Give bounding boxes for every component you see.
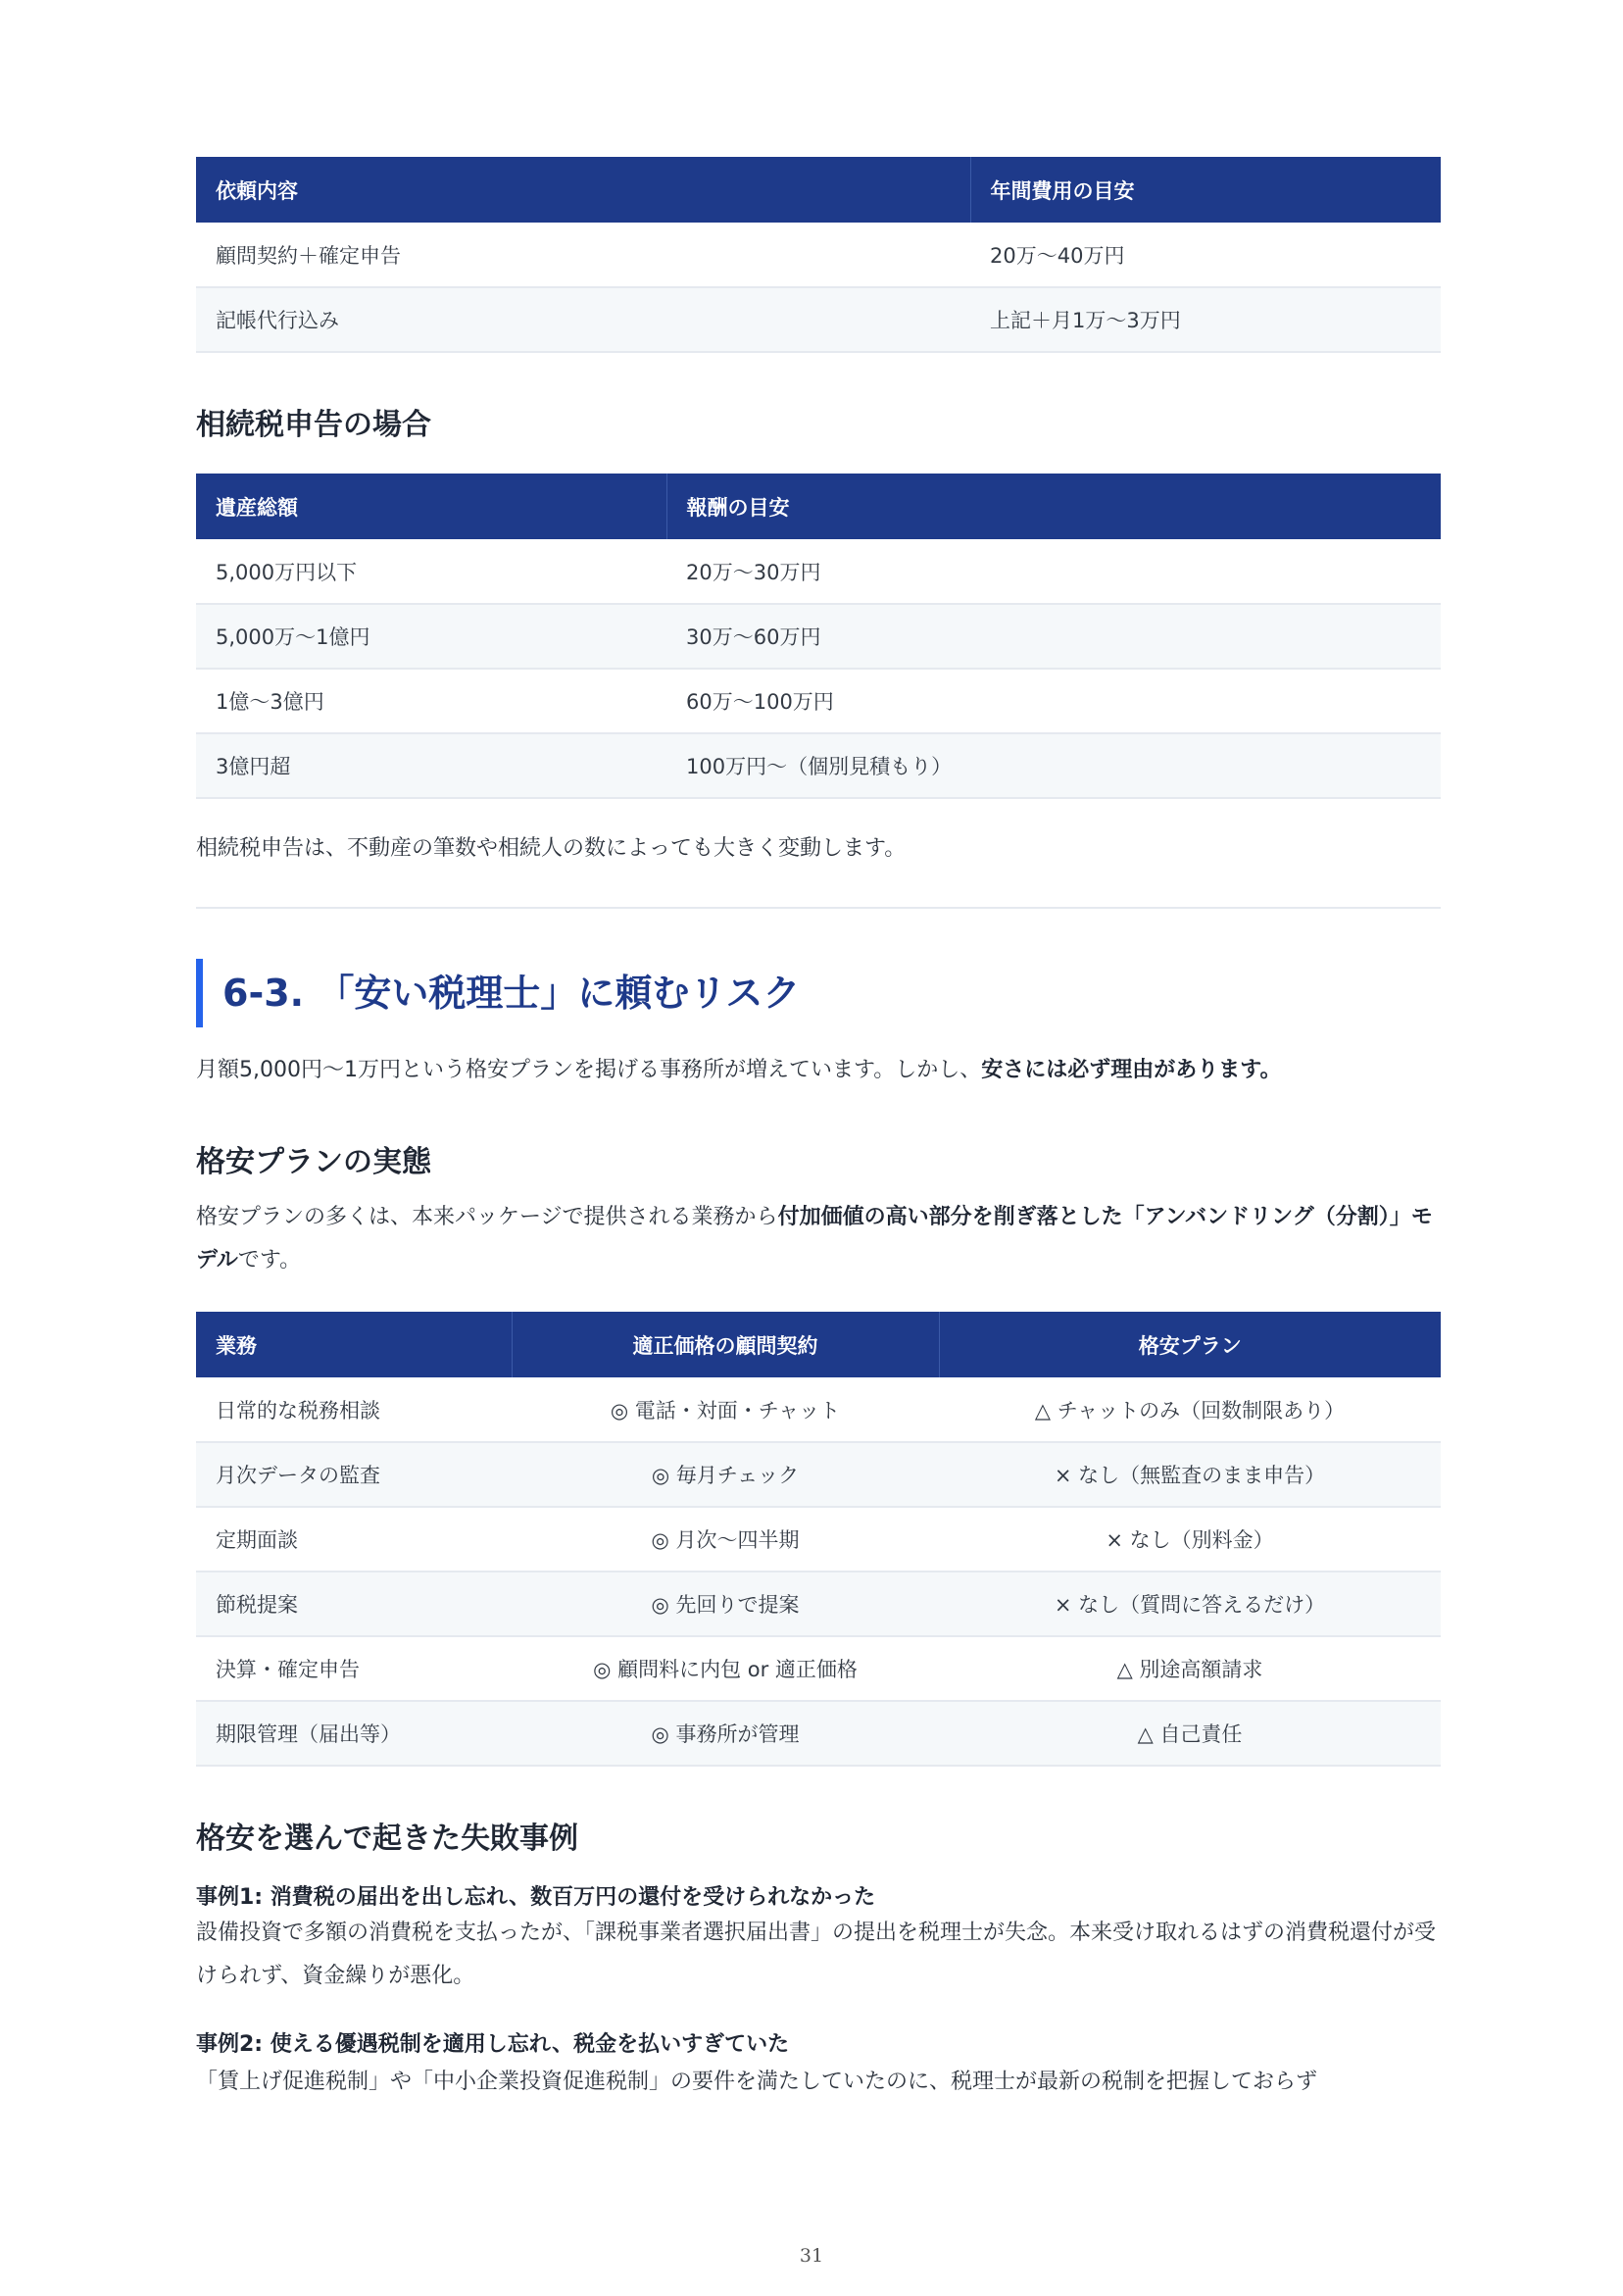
inheritance-note: 相続税申告は、不動産の筆数や相続人の数によっても大きく変動します。 xyxy=(196,836,907,861)
intro-text: 月額5,000円〜1万円という格安プランを掲げる事務所が増えています。しかし、 xyxy=(196,1058,982,1082)
table-header-cell: 年間費用の目安 xyxy=(970,157,1441,223)
table-cell: ◎ 毎月チェック xyxy=(512,1442,939,1507)
table-cell: ◎ 顧問料に内包 or 適正価格 xyxy=(512,1636,939,1701)
table-header-cell: 報酬の目安 xyxy=(666,474,1441,539)
table-row xyxy=(196,1636,1441,1701)
failure-cases-heading: 格安を選んで起きた失敗事例 xyxy=(196,1822,578,1856)
table-cell: 上記＋月1万〜3万円 xyxy=(970,287,1441,352)
paragraph-text: 格安プランの多くは、本来パッケージで提供される業務から xyxy=(196,1205,778,1229)
table-row xyxy=(196,1572,1441,1636)
table-cell: 5,000万円以下 xyxy=(196,539,666,604)
table-cell: ◎ 電話・対面・チャット xyxy=(512,1377,939,1442)
actual-state-heading: 格安プランの実態 xyxy=(196,1145,431,1179)
table-cell: 20万〜40万円 xyxy=(970,223,1441,287)
annual-fee-table xyxy=(196,157,1441,353)
table-cell: 20万〜30万円 xyxy=(666,539,1441,604)
table-header-row xyxy=(196,474,1441,539)
plan-comparison-table xyxy=(196,1312,1441,1767)
table-cell: 5,000万〜1億円 xyxy=(196,604,666,669)
table-row xyxy=(196,1701,1441,1766)
table-row xyxy=(196,669,1441,733)
table-header-cell: 適正価格の顧問契約 xyxy=(512,1312,939,1377)
intro-emphasis: 安さには必ず理由があります。 xyxy=(981,1058,1282,1082)
table-cell: 記帳代行込み xyxy=(196,287,970,352)
table-row xyxy=(196,604,1441,669)
table-row xyxy=(196,1507,1441,1572)
table-cell: × なし（質問に答えるだけ） xyxy=(939,1572,1441,1636)
table-row xyxy=(196,287,1441,352)
page-number: 31 xyxy=(799,2245,824,2267)
table-row xyxy=(196,1377,1441,1442)
inheritance-fee-table xyxy=(196,474,1441,799)
table-cell: △ チャットのみ（回数制限あり） xyxy=(939,1377,1441,1442)
table-row xyxy=(196,539,1441,604)
table-cell: 決算・確定申告 xyxy=(196,1636,512,1701)
table-header-cell: 依頼内容 xyxy=(196,157,970,223)
table-cell: 30万〜60万円 xyxy=(666,604,1441,669)
table-cell: 60万〜100万円 xyxy=(666,669,1441,733)
table-cell: ◎ 先回りで提案 xyxy=(512,1572,939,1636)
table-cell: 1億〜3億円 xyxy=(196,669,666,733)
section-heading-6-3: 6-3. 「安い税理士」に頼むリスク xyxy=(196,959,801,1027)
table-cell: △ 自己責任 xyxy=(939,1701,1441,1766)
table-cell: 顧問契約＋確定申告 xyxy=(196,223,970,287)
table-cell: 期限管理（届出等） xyxy=(196,1701,512,1766)
table-header-cell: 格安プラン xyxy=(939,1312,1441,1377)
table-header-row xyxy=(196,1312,1441,1377)
table-row xyxy=(196,733,1441,798)
table-cell: 100万円〜（個別見積もり） xyxy=(666,733,1441,798)
case-2-body: 「賃上げ促進税制」や「中小企業投資促進税制」の要件を満たしていたのに、税理士が最新の税制を把握しておらず xyxy=(196,2070,1318,2094)
table-header-cell: 業務 xyxy=(196,1312,512,1377)
table-cell: 3億円超 xyxy=(196,733,666,798)
table-cell: ◎ 月次〜四半期 xyxy=(512,1507,939,1572)
table-header-row xyxy=(196,157,1441,223)
table-header-cell: 遺産総額 xyxy=(196,474,666,539)
inheritance-heading: 相続税申告の場合 xyxy=(196,408,431,442)
case-1-title: 事例1: 消費税の届出を出し忘れ、数百万円の還付を受けられなかった xyxy=(196,1885,876,1910)
paragraph-text: です。 xyxy=(237,1248,302,1273)
table-cell: 定期面談 xyxy=(196,1507,512,1572)
table-row xyxy=(196,1442,1441,1507)
table-cell: 月次データの監査 xyxy=(196,1442,512,1507)
table-cell: △ 別途高額請求 xyxy=(939,1636,1441,1701)
table-cell: × なし（別料金） xyxy=(939,1507,1441,1572)
table-cell: ◎ 事務所が管理 xyxy=(512,1701,939,1766)
paragraph-emphasis: 付加価値の高い部分を削ぎ落とした「アンバンドリング（分割）」モデル xyxy=(196,1205,1433,1273)
section-divider xyxy=(196,907,1441,909)
table-cell: × なし（無監査のまま申告） xyxy=(939,1442,1441,1507)
case-2-title: 事例2: 使える優遇税制を適用し忘れ、税金を払いすぎていた xyxy=(196,2032,790,2057)
case-1-body: 設備投資で多額の消費税を支払ったが、「課税事業者選択届出書」の提出を税理士が失念。本来受け取れるはずの消費税還付が受けられず、資金繰りが悪化。 xyxy=(196,1921,1437,1988)
table-cell: 節税提案 xyxy=(196,1572,512,1636)
table-cell: 日常的な税務相談 xyxy=(196,1377,512,1442)
actual-state-paragraph xyxy=(196,1196,1441,1282)
table-row xyxy=(196,223,1441,287)
section-intro xyxy=(196,1049,1441,1092)
